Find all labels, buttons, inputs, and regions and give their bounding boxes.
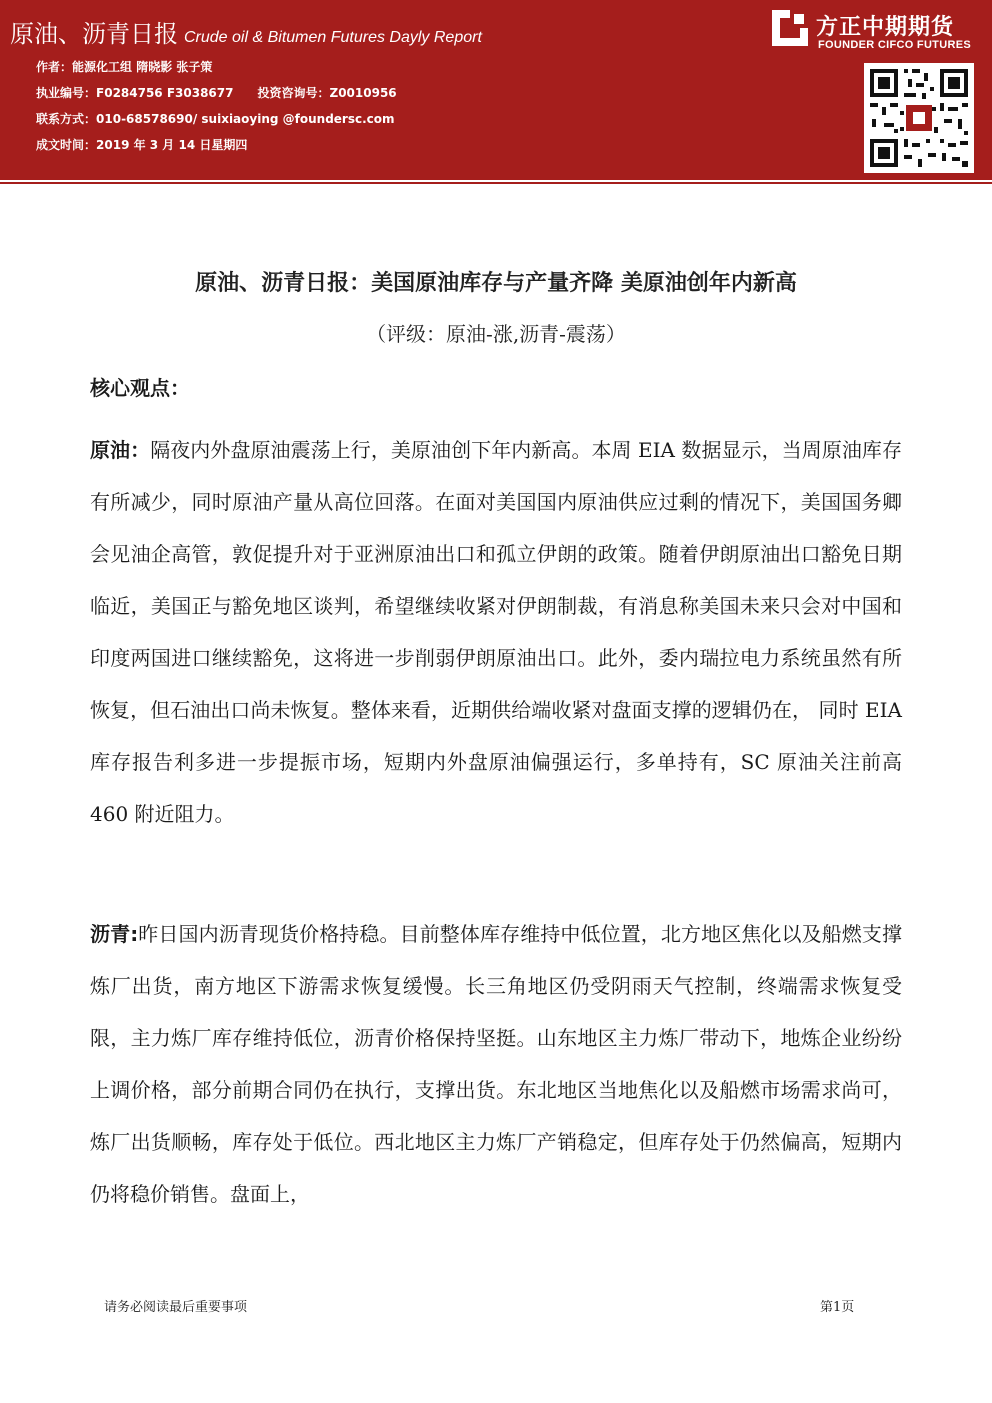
asphalt-label: 沥青: [90,922,139,946]
report-header [0,0,992,180]
license-value: F0284756 F3038677 [96,86,234,100]
footer-notice: 请务必阅读最后重要事项 [104,1300,248,1315]
advisory-label: 投资咨询号： [257,86,330,100]
rating-line: （评级：原油-涨,沥青-震荡） [366,322,626,346]
qr-code-icon [864,63,974,173]
company-logo [770,8,980,56]
crude-oil-label: 原油： [90,438,151,462]
license-label: 执业编号： [36,86,97,100]
crude-oil-text: 隔夜内外盘原油震荡上行，美原油创下年内新高。本周 EIA 数据显示，当周原油库存有所减少，同时原油产量从高位回落。在面对美国国内原油供应过剩的情况下，美国国务卿会见油企高管，敦促提升对于亚洲原油出口和孤立伊朗的政策。随着伊朗原油出口豁免日期临近，美国正与豁免地区谈判，希望继续收紧对伊朗制裁，有消息称美国未来只会对中国和印度两国进口继续豁免，这将进一步削弱伊朗原油出口。此外，委内瑞拉电力系统虽然有所恢复，但石油出口尚未恢复。整体来看，近期供给端收紧对盘面支撑的逻辑仍在， 同时 EIA 库存报告利多进一步提振市场，短期内外盘原油偏强运行，多单持有，SC 原油关注前高460 附近阻力。 [90,438,902,826]
core-view-heading: 核心观点： [90,376,190,400]
date-line [36,136,261,153]
asphalt-paragraph [90,908,902,1220]
contact-label: 联系方式： [36,112,97,126]
logo-text-en: FOUNDER CIFCO FUTURES [818,39,971,51]
contact-value: 010-68578690/ suixiaoying @foundersc.com [96,112,395,126]
report-title-en: Crude oil & Bitumen Futures Dayly Report [184,29,482,46]
author-label: 作者： [36,60,73,74]
crude-oil-paragraph [90,424,902,840]
license-line [36,84,411,101]
author-line [36,58,226,75]
report-title-cn: 原油、沥青日报 [10,20,178,48]
page-number: 第1页 [820,1300,855,1315]
advisory-value: Z0010956 [329,86,397,100]
report-title-bar [10,14,482,49]
logo-text-cn: 方正中期期货 [816,15,955,40]
contact-line [36,110,409,127]
asphalt-text: 昨日国内沥青现货价格持稳。目前整体库存维持中低位置，北方地区焦化以及船燃支撑炼厂出货，南方地区下游需求恢复缓慢。长三角地区仍受阴雨天气控制，终端需求恢复受限，主力炼厂库存维持低位，沥青价格保持坚挺。山东地区主力炼厂带动下，地炼企业纷纷上调价格，部分前期合同仍在执行，支撑出货。东北地区当地焦化以及船燃市场需求尚可，炼厂出货顺畅，库存处于低位。西北地区主力炼厂产销稳定，但库存处于仍然偏高，短期内仍将稳价销售。盘面上， [90,922,903,1206]
date-label: 成文时间： [36,138,97,152]
date-value: 2019 年 3 月 14 日星期四 [96,138,248,152]
founder-logo-icon [770,8,810,48]
header-divider [0,182,992,184]
author-value: 能源化工组 隋晓影 张子策 [72,60,213,74]
page-title: 原油、沥青日报：美国原油库存与产量齐降 美原油创年内新高 [195,271,797,296]
